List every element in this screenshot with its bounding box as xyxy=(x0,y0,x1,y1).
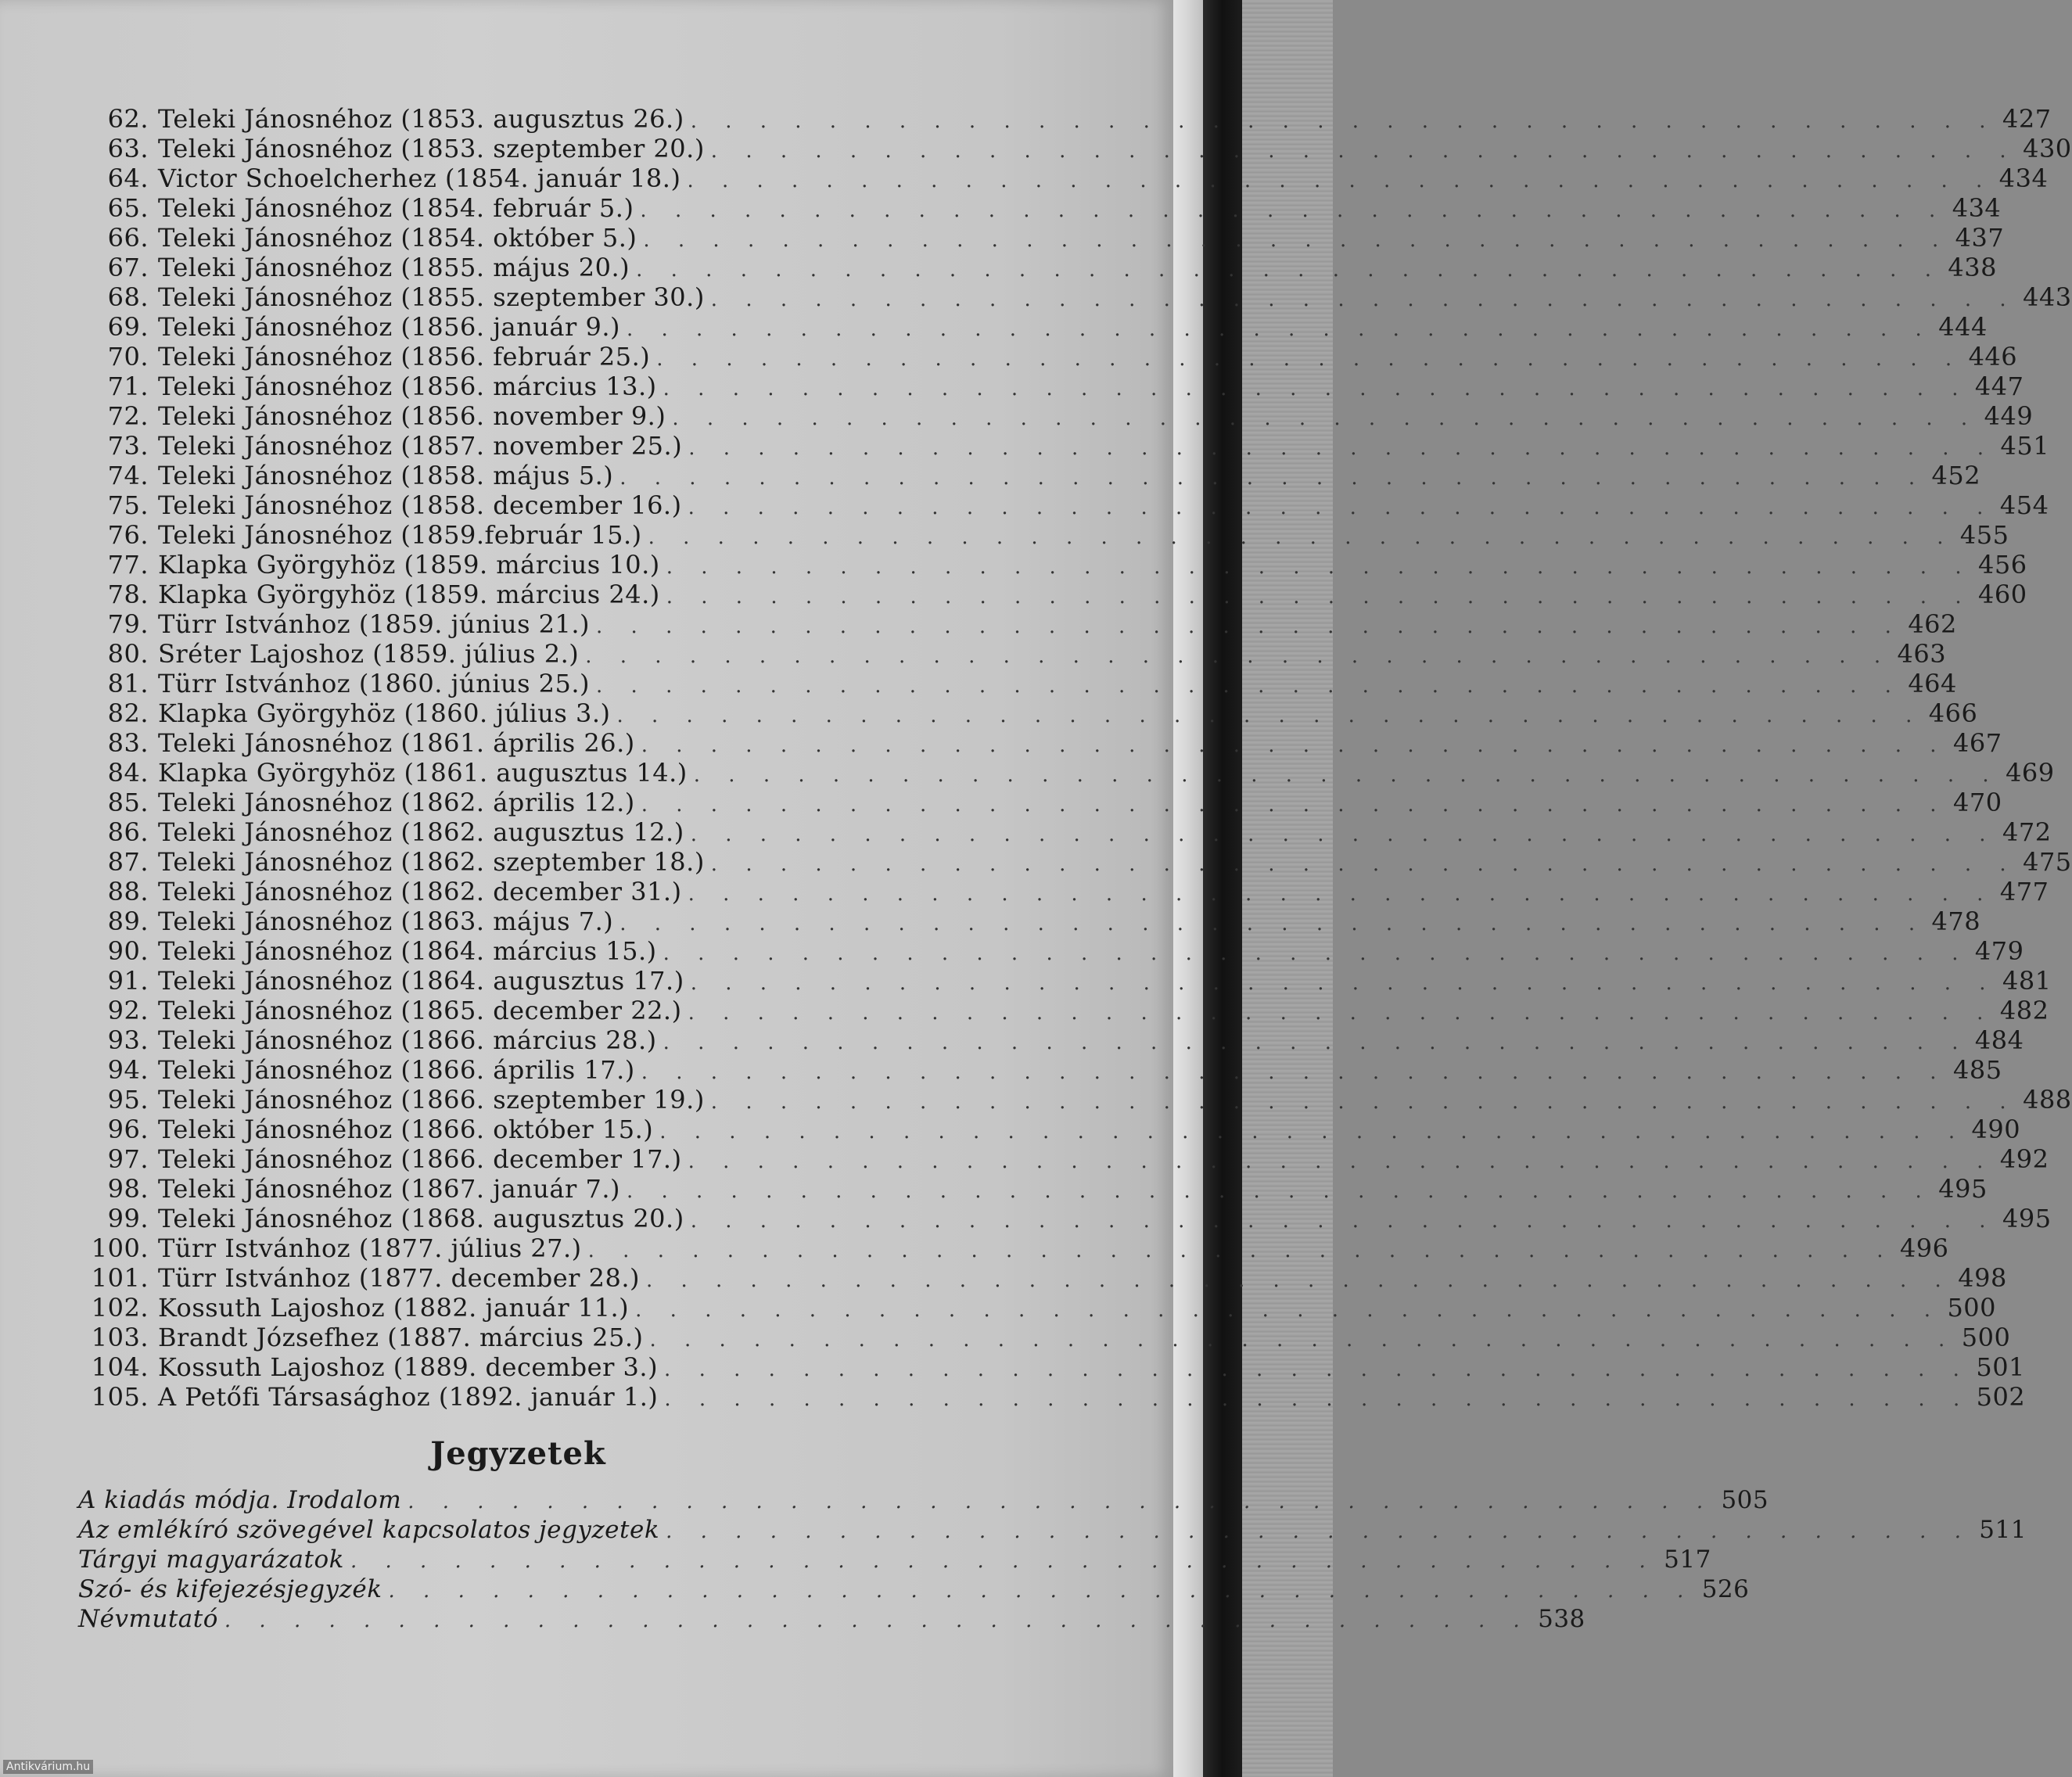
entry-number: 65. xyxy=(107,193,149,223)
notes-entry-page-number: 505 xyxy=(1721,1486,1769,1514)
entry-number: 70. xyxy=(107,342,149,372)
toc-entry xyxy=(78,906,1981,936)
notes-list xyxy=(78,1486,2027,1635)
toc-entry xyxy=(78,163,2049,193)
entry-number: 69. xyxy=(107,312,149,342)
dot-leader: . . . . . . . . . . . . . . . . . . . . . . . . . . . . . . . . . . . . . . xyxy=(688,1150,1995,1173)
entry-page-number: 454 xyxy=(1999,490,2049,520)
dot-leader: . . . . . . . . . . . . . . . . . . . . . . . . . . . . . . . . . . . . . . xyxy=(649,1328,1956,1352)
toc-entry xyxy=(78,788,2002,817)
dot-leader: . . . . . . . . . . . . . . . . . . . . . . . . . . . . . . . . . . . . . . xyxy=(619,466,1927,490)
entry-number: 104. xyxy=(91,1352,149,1382)
entry-number: 96. xyxy=(107,1115,149,1144)
entry-page-number: 496 xyxy=(1899,1233,1949,1263)
entry-page-number: 434 xyxy=(1952,193,2002,223)
entry-title: Türr Istvánhoz (1877. december 28.) xyxy=(158,1263,640,1293)
entry-page-number: 501 xyxy=(1976,1352,2025,1382)
entry-page-number: 456 xyxy=(1978,550,2027,580)
entry-number: 80. xyxy=(107,639,149,669)
entry-title: Teleki Jánosnéhoz (1864. augusztus 17.) xyxy=(158,966,684,996)
dot-leader: . . . . . . . . . . . . . . . . . . . . . . . . . . . . . . . . . . . . . . xyxy=(666,585,1973,608)
entry-page-number: 430 xyxy=(2023,134,2072,163)
entry-page-number: 498 xyxy=(1958,1263,2007,1293)
entry-page-number: 472 xyxy=(2002,817,2052,847)
entry-title: Teleki Jánosnéhoz (1866. szeptember 19.) xyxy=(158,1085,705,1115)
entry-title: Teleki Jánosnéhoz (1853. augusztus 26.) xyxy=(158,104,684,134)
entry-title: Teleki Jánosnéhoz (1868. augusztus 20.) xyxy=(158,1204,684,1233)
dot-leader: . . . . . . . . . . . . . . . . . . . . . . . . . . . . . . . . . . . . . . xyxy=(626,318,1933,341)
dot-leader: . . . . . . . . . . . . . . . . . . . . . . . . . . . . . . . . . . . . . . xyxy=(596,615,1902,638)
entry-page-number: 500 xyxy=(1961,1323,2011,1352)
dot-leader: . . . . . . . . . . . . . . . . . . . . . . . . . . . . . . . . . . . . . . xyxy=(688,1001,1995,1025)
entry-page-number: 437 xyxy=(1955,223,2005,253)
entry-title: Teleki Jánosnéhoz (1866. december 17.) xyxy=(158,1144,682,1174)
toc-entry xyxy=(78,758,2055,788)
entry-title: Teleki Jánosnéhoz (1858. május 5.) xyxy=(158,461,614,490)
entry-number: 88. xyxy=(107,877,149,906)
entry-title: Teleki Jánosnéhoz (1866. október 15.) xyxy=(158,1115,654,1144)
entry-page-number: 477 xyxy=(1999,877,2049,906)
dot-leader: . . . . . . . . . . . . . . . . . . . . . . . . . . . . . . . . . . . . . . xyxy=(585,644,1892,668)
entry-title: Teleki Jánosnéhoz (1862. szeptember 18.) xyxy=(158,847,705,877)
dot-leader: . . . . . . . . . . . . . . . . . . . . . . . . . . . . . . . . . . . . . . xyxy=(693,763,2000,787)
dot-leader: . . . . . . . . . . . . . . . . . . . . . . . . . . . . . . . . . . . . . . xyxy=(664,1358,1970,1381)
entry-page-number: 444 xyxy=(1938,312,1988,342)
entry-number: 77. xyxy=(107,550,149,580)
entry-number: 94. xyxy=(107,1055,149,1085)
entry-page-number: 488 xyxy=(2023,1085,2072,1115)
notes-entry-title: Névmutató xyxy=(78,1605,218,1633)
dot-leader: . . . . . . . . . . . . . . . . . . . . . . . . . . . . . . . . . . . . . . xyxy=(641,1061,1948,1084)
entry-number: 83. xyxy=(107,728,149,758)
entry-title: Teleki Jánosnéhoz (1865. december 22.) xyxy=(158,996,682,1025)
toc-entry xyxy=(78,1025,2024,1055)
toc-entry xyxy=(78,134,2072,163)
entry-title: Teleki Jánosnéhoz (1856. március 13.) xyxy=(158,372,657,401)
dot-leader: . . . . . . . . . . . . . . . . . . . . . . . . . . . . . . . . . . . . . . xyxy=(710,1090,2017,1114)
entry-title: Kossuth Lajoshoz (1882. január 11.) xyxy=(158,1293,630,1323)
entry-page-number: 495 xyxy=(2002,1204,2052,1233)
dot-leader: . . . . . . . . . . . . . . . . . . . . . . . . . . . . . . . . . . . . . . xyxy=(710,139,2017,163)
dot-leader: . . . . . . . . . . . . . . . . . . . . . . . . . . . . . . . . . . . . . . xyxy=(690,823,1997,846)
dot-leader: . . . . . . . . . . . . . . . . . . . . . . . . . . . . . . . . . . . . . . xyxy=(710,853,2017,876)
toc-entry xyxy=(78,1293,1997,1323)
entry-title: Teleki Jánosnéhoz (1855. szeptember 30.) xyxy=(158,282,705,312)
dot-leader: . . . . . . . . . . . . . . . . . . . . . . . . . . . . . . . . . . . . . . xyxy=(690,1209,1997,1233)
entry-title: Teleki Jánosnéhoz (1862. augusztus 12.) xyxy=(158,817,684,847)
dot-leader: . . . . . . . . . . . . . . . . . . . . . . . . . . . . . . . . . . . . . . xyxy=(688,436,1995,460)
entry-number: 99. xyxy=(107,1204,149,1233)
toc-entry xyxy=(78,609,1957,639)
entry-number: 89. xyxy=(107,906,149,936)
dot-leader: . . . . . . . . . . . . . . . . . . . . . . . . . . . . . . . . . . . . . . xyxy=(690,971,1997,995)
toc-entry xyxy=(78,669,1957,698)
dot-leader: . . . . . . . . . . . . . . . . . . . . . . . . . . . . . . . . . . . . . . xyxy=(636,258,1942,282)
dot-leader: . . . . . . . . . . . . . . . . . . . . . . . . . . . . . . . . . . . . . . xyxy=(619,912,1927,935)
dot-leader: . . . . . . . . . . . . . . . . . . . . . . . . . . . . . . . . . . . . . . xyxy=(690,109,1997,133)
notes-entry xyxy=(78,1575,1750,1605)
toc-entry xyxy=(78,1382,2026,1412)
toc-entry xyxy=(78,1233,1949,1263)
entry-title: Teleki Jánosnéhoz (1861. április 26.) xyxy=(158,728,635,758)
notes-entry-page-number: 526 xyxy=(1701,1575,1750,1603)
entry-number: 100. xyxy=(91,1233,149,1263)
entry-number: 71. xyxy=(107,372,149,401)
entry-page-number: 455 xyxy=(1959,520,2009,550)
entry-number: 103. xyxy=(91,1323,149,1352)
notes-entry-page-number: 538 xyxy=(1538,1605,1585,1633)
entry-number: 67. xyxy=(107,253,149,282)
toc-entry xyxy=(78,401,2034,431)
dot-leader: . . . . . . . . . . . . . . . . . . . . . . . . . . . . . . . . . . . . . . xyxy=(666,555,1973,579)
dot-leader: . . . . . . . . . . . . . . . . . . . . . . . . . . . . . . . . . . . . . . xyxy=(640,199,1947,222)
entry-number: 101. xyxy=(91,1263,149,1293)
dot-leader: . . . . . . . . . . . . . . . . . . . . . . . . . . . . . . . . . . . . . . xyxy=(626,1179,1933,1203)
entry-title: Brandt Józsefhez (1887. március 25.) xyxy=(158,1323,644,1352)
entry-page-number: 460 xyxy=(1978,580,2027,609)
entry-page-number: 464 xyxy=(1908,669,1957,698)
dot-leader: . . . . . . . . . . . . . . . . . . . . . . . . . . . . . . . . . . . . . . xyxy=(663,1031,1970,1054)
notes-entry xyxy=(78,1545,1711,1575)
dot-leader: . . . . . . . . . . . . . . . . . . . . . . . . . . . . . . . . . . . . . . xyxy=(672,407,1979,430)
dot-leader: . . . . . . . . . . . . . . . . . . . . . . . . . . . . . . . . . . . . . . xyxy=(641,734,1948,757)
toc-entry xyxy=(78,639,1947,669)
entry-number: 105. xyxy=(91,1382,149,1412)
dot-leader: . . . . . . . . . . . . . . . . . . . . . . . . . . . . . . . . . . . . . . xyxy=(635,1298,1942,1322)
toc-entry xyxy=(78,877,2049,906)
entry-page-number: 462 xyxy=(1908,609,1957,639)
entry-page-number: 470 xyxy=(1953,788,2002,817)
dot-leader: . . . . . . . . . . . . . . . . . . . . . . . . . . . . . . . . . . . . . . xyxy=(408,1490,1715,1513)
entry-number: 92. xyxy=(107,996,149,1025)
toc-entry xyxy=(78,698,1978,728)
toc-entry xyxy=(78,1085,2072,1115)
dot-leader: . . . . . . . . . . . . . . . . . . . . . . . . . . . . . . . . . . . . . . xyxy=(688,882,1995,906)
dot-leader: . . . . . . . . . . . . . . . . . . . . . . . . . . . . . . . . . . . . . . xyxy=(641,793,1948,817)
watermark: Antikvárium.hu xyxy=(3,1760,93,1774)
toc-entry xyxy=(78,996,2049,1025)
toc-entry xyxy=(78,1204,2052,1233)
entry-page-number: 469 xyxy=(2006,758,2055,788)
toc-entry xyxy=(78,461,1981,490)
entry-page-number: 451 xyxy=(2000,431,2050,461)
entry-title: Teleki Jánosnéhoz (1866. április 17.) xyxy=(158,1055,635,1085)
entry-page-number: 478 xyxy=(1931,906,1981,936)
entry-page-number: 475 xyxy=(2023,847,2072,877)
entry-page-number: 446 xyxy=(1968,342,2018,372)
entry-title: Türr Istvánhoz (1877. július 27.) xyxy=(158,1233,582,1263)
entry-page-number: 449 xyxy=(1984,401,2034,431)
entry-number: 78. xyxy=(107,580,149,609)
entry-page-number: 481 xyxy=(2002,966,2052,996)
entry-title: Teleki Jánosnéhoz (1866. március 28.) xyxy=(158,1025,657,1055)
toc-entry xyxy=(78,550,2027,580)
entry-title: Teleki Jánosnéhoz (1856. január 9.) xyxy=(158,312,620,342)
entry-title: Klapka Györgyhöz (1859. március 24.) xyxy=(158,580,660,609)
entry-page-number: 438 xyxy=(1948,253,1997,282)
entry-number: 98. xyxy=(107,1174,149,1204)
notes-entry-title: Tárgyi magyarázatok xyxy=(78,1545,344,1574)
entry-number: 79. xyxy=(107,609,149,639)
toc-entry xyxy=(78,490,2049,520)
toc-entry xyxy=(78,1174,1988,1204)
entry-number: 66. xyxy=(107,223,149,253)
toc-entry xyxy=(78,1144,2049,1174)
dot-leader: . . . . . . . . . . . . . . . . . . . . . . . . . . . . . . . . . . . . . . xyxy=(664,1387,1971,1411)
entry-page-number: 502 xyxy=(1976,1382,2026,1412)
entry-number: 87. xyxy=(107,847,149,877)
entry-title: Teleki Jánosnéhoz (1864. március 15.) xyxy=(158,936,657,966)
entry-title: A Petőfi Társasághoz (1892. január 1.) xyxy=(158,1382,659,1412)
entry-title: Teleki Jánosnéhoz (1856. február 25.) xyxy=(158,342,651,372)
entry-number: 82. xyxy=(107,698,149,728)
entry-number: 85. xyxy=(107,788,149,817)
entry-page-number: 485 xyxy=(1953,1055,2002,1085)
entry-number: 74. xyxy=(107,461,149,490)
dot-leader: . . . . . . . . . . . . . . . . . . . . . . . . . . . . . . . . . . . . . . xyxy=(645,1269,1952,1292)
entry-page-number: 443 xyxy=(2023,282,2072,312)
entry-number: 73. xyxy=(107,431,149,461)
entry-title: Teleki Jánosnéhoz (1853. szeptember 20.) xyxy=(158,134,705,163)
notes-entry-title: Az emlékíró szövegével kapcsolatos jegyzetek xyxy=(78,1516,660,1544)
toc-entry xyxy=(78,1323,2011,1352)
entry-page-number: 467 xyxy=(1953,728,2002,758)
toc-entry xyxy=(78,431,2050,461)
dot-leader: . . . . . . . . . . . . . . . . . . . . . . . . . . . . . . . . . . . . . . xyxy=(663,377,1970,400)
entry-number: 63. xyxy=(107,134,149,163)
toc-entry xyxy=(78,342,2018,372)
entry-page-number: 434 xyxy=(1998,163,2049,193)
dot-leader: . . . . . . . . . . . . . . . . . . . . . . . . . . . . . . . . . . . . . . xyxy=(656,347,1963,371)
dot-leader: . . . . . . . . . . . . . . . . . . . . . . . . . . . . . . . . . . . . . . xyxy=(666,1520,1972,1543)
entry-title: Victor Schoelcherhez (1854. január 18.) xyxy=(158,163,681,193)
entry-title: Teleki Jánosnéhoz (1859.február 15.) xyxy=(158,520,642,550)
dot-leader: . . . . . . . . . . . . . . . . . . . . . . . . . . . . . . . . . . . . . . xyxy=(663,942,1970,965)
entry-title: Klapka Györgyhöz (1859. március 10.) xyxy=(158,550,660,580)
entry-title: Teleki Jánosnéhoz (1863. május 7.) xyxy=(158,906,614,936)
toc-entry xyxy=(78,223,2005,253)
notes-entry-page-number: 517 xyxy=(1664,1545,1711,1574)
entry-title: Teleki Jánosnéhoz (1854. október 5.) xyxy=(158,223,637,253)
entry-page-number: 490 xyxy=(1971,1115,2021,1144)
entry-title: Teleki Jánosnéhoz (1857. november 25.) xyxy=(158,431,683,461)
entry-title: Teleki Jánosnéhoz (1867. január 7.) xyxy=(158,1174,620,1204)
toc-entry xyxy=(78,1115,2021,1144)
entry-title: Teleki Jánosnéhoz (1856. november 9.) xyxy=(158,401,666,431)
entry-title: Teleki Jánosnéhoz (1862. december 31.) xyxy=(158,877,682,906)
toc-entry xyxy=(78,520,2009,550)
dot-leader: . . . . . . . . . . . . . . . . . . . . . . . . . . . . . . . . . . . . . . xyxy=(350,1549,1657,1573)
entry-title: Teleki Jánosnéhoz (1862. április 12.) xyxy=(158,788,635,817)
toc-entry xyxy=(78,580,2027,609)
entry-title: Klapka Györgyhöz (1860. július 3.) xyxy=(158,698,611,728)
toc-entry xyxy=(78,104,2052,134)
toc-entry xyxy=(78,193,2002,223)
entry-page-number: 479 xyxy=(1974,936,2024,966)
notes-entry-page-number: 511 xyxy=(1979,1516,2027,1544)
toc-entry xyxy=(78,817,2052,847)
dot-leader: . . . . . . . . . . . . . . . . . . . . . . . . . . . . . . . . . . . . . . xyxy=(687,169,1994,192)
dot-leader: . . . . . . . . . . . . . . . . . . . . . . . . . . . . . . . . . . . . . . xyxy=(643,228,1950,252)
entry-number: 72. xyxy=(107,401,149,431)
dot-leader: . . . . . . . . . . . . . . . . . . . . . . . . . . . . . . . . . . . . . . xyxy=(596,674,1902,698)
dot-leader: . . . . . . . . . . . . . . . . . . . . . . . . . . . . . . . . . . . . . . xyxy=(388,1579,1695,1603)
notes-entry xyxy=(78,1605,1585,1635)
notes-entry xyxy=(78,1486,1769,1516)
entry-number: 91. xyxy=(107,966,149,996)
entry-title: Klapka Györgyhöz (1861. augusztus 14.) xyxy=(158,758,688,788)
entry-title: Sréter Lajoshoz (1859. július 2.) xyxy=(158,639,580,669)
toc-entry xyxy=(78,372,2024,401)
entry-number: 75. xyxy=(107,490,149,520)
entry-page-number: 500 xyxy=(1947,1293,1997,1323)
entry-number: 90. xyxy=(107,936,149,966)
toc-entry xyxy=(78,253,1997,282)
toc-entry xyxy=(78,728,2002,758)
entry-page-number: 492 xyxy=(1999,1144,2049,1174)
toc-entry xyxy=(78,1263,2007,1293)
toc-entry xyxy=(78,282,2072,312)
notes-heading: Jegyzetek xyxy=(430,1435,606,1472)
dot-leader: . . . . . . . . . . . . . . . . . . . . . . . . . . . . . . . . . . . . . . xyxy=(710,288,2017,311)
entry-number: 81. xyxy=(107,669,149,698)
entry-number: 84. xyxy=(107,758,149,788)
entry-number: 76. xyxy=(107,520,149,550)
entry-number: 68. xyxy=(107,282,149,312)
dot-leader: . . . . . . . . . . . . . . . . . . . . . . . . . . . . . . . . . . . . . . xyxy=(659,1120,1966,1143)
entry-page-number: 466 xyxy=(1928,698,1978,728)
entry-number: 62. xyxy=(107,104,149,134)
entry-number: 64. xyxy=(107,163,149,193)
entry-title: Kossuth Lajoshoz (1889. december 3.) xyxy=(158,1352,659,1382)
toc-entry xyxy=(78,936,2024,966)
dot-leader: . . . . . . . . . . . . . . . . . . . . . . . . . . . . . . . . . . . . . . xyxy=(648,526,1955,549)
entry-page-number: 495 xyxy=(1938,1174,1988,1204)
entry-number: 93. xyxy=(107,1025,149,1055)
entry-page-number: 447 xyxy=(1974,372,2024,401)
notes-entry-title: Szó- és kifejezésjegyzék xyxy=(78,1575,382,1603)
entry-number: 97. xyxy=(107,1144,149,1174)
dot-leader: . . . . . . . . . . . . . . . . . . . . . . . . . . . . . . . . . . . . . . xyxy=(224,1609,1531,1632)
entry-number: 95. xyxy=(107,1085,149,1115)
notes-entry-title: A kiadás módja. Irodalom xyxy=(78,1486,402,1514)
toc-entry xyxy=(78,966,2052,996)
entry-page-number: 463 xyxy=(1897,639,1947,669)
entry-number: 86. xyxy=(107,817,149,847)
entry-title: Teleki Jánosnéhoz (1858. december 16.) xyxy=(158,490,682,520)
entry-title: Teleki Jánosnéhoz (1855. május 20.) xyxy=(158,253,630,282)
entry-title: Teleki Jánosnéhoz (1854. február 5.) xyxy=(158,193,634,223)
toc-entry xyxy=(78,1055,2002,1085)
table-of-contents xyxy=(78,104,2072,1412)
toc-entry xyxy=(78,1352,2025,1382)
toc-entry xyxy=(78,312,1988,342)
entry-page-number: 482 xyxy=(1999,996,2049,1025)
entry-title: Türr Istvánhoz (1860. június 25.) xyxy=(158,669,591,698)
dot-leader: . . . . . . . . . . . . . . . . . . . . . . . . . . . . . . . . . . . . . . xyxy=(587,1239,1894,1262)
entry-page-number: 427 xyxy=(2002,104,2052,134)
entry-page-number: 484 xyxy=(1974,1025,2024,1055)
toc-entry xyxy=(78,847,2072,877)
entry-page-number: 452 xyxy=(1931,461,1981,490)
dot-leader: . . . . . . . . . . . . . . . . . . . . . . . . . . . . . . . . . . . . . . xyxy=(616,704,1923,727)
entry-title: Türr Istvánhoz (1859. június 21.) xyxy=(158,609,591,639)
entry-number: 102. xyxy=(91,1293,149,1323)
dot-leader: . . . . . . . . . . . . . . . . . . . . . . . . . . . . . . . . . . . . . . xyxy=(688,496,1995,519)
notes-entry xyxy=(78,1516,2027,1545)
